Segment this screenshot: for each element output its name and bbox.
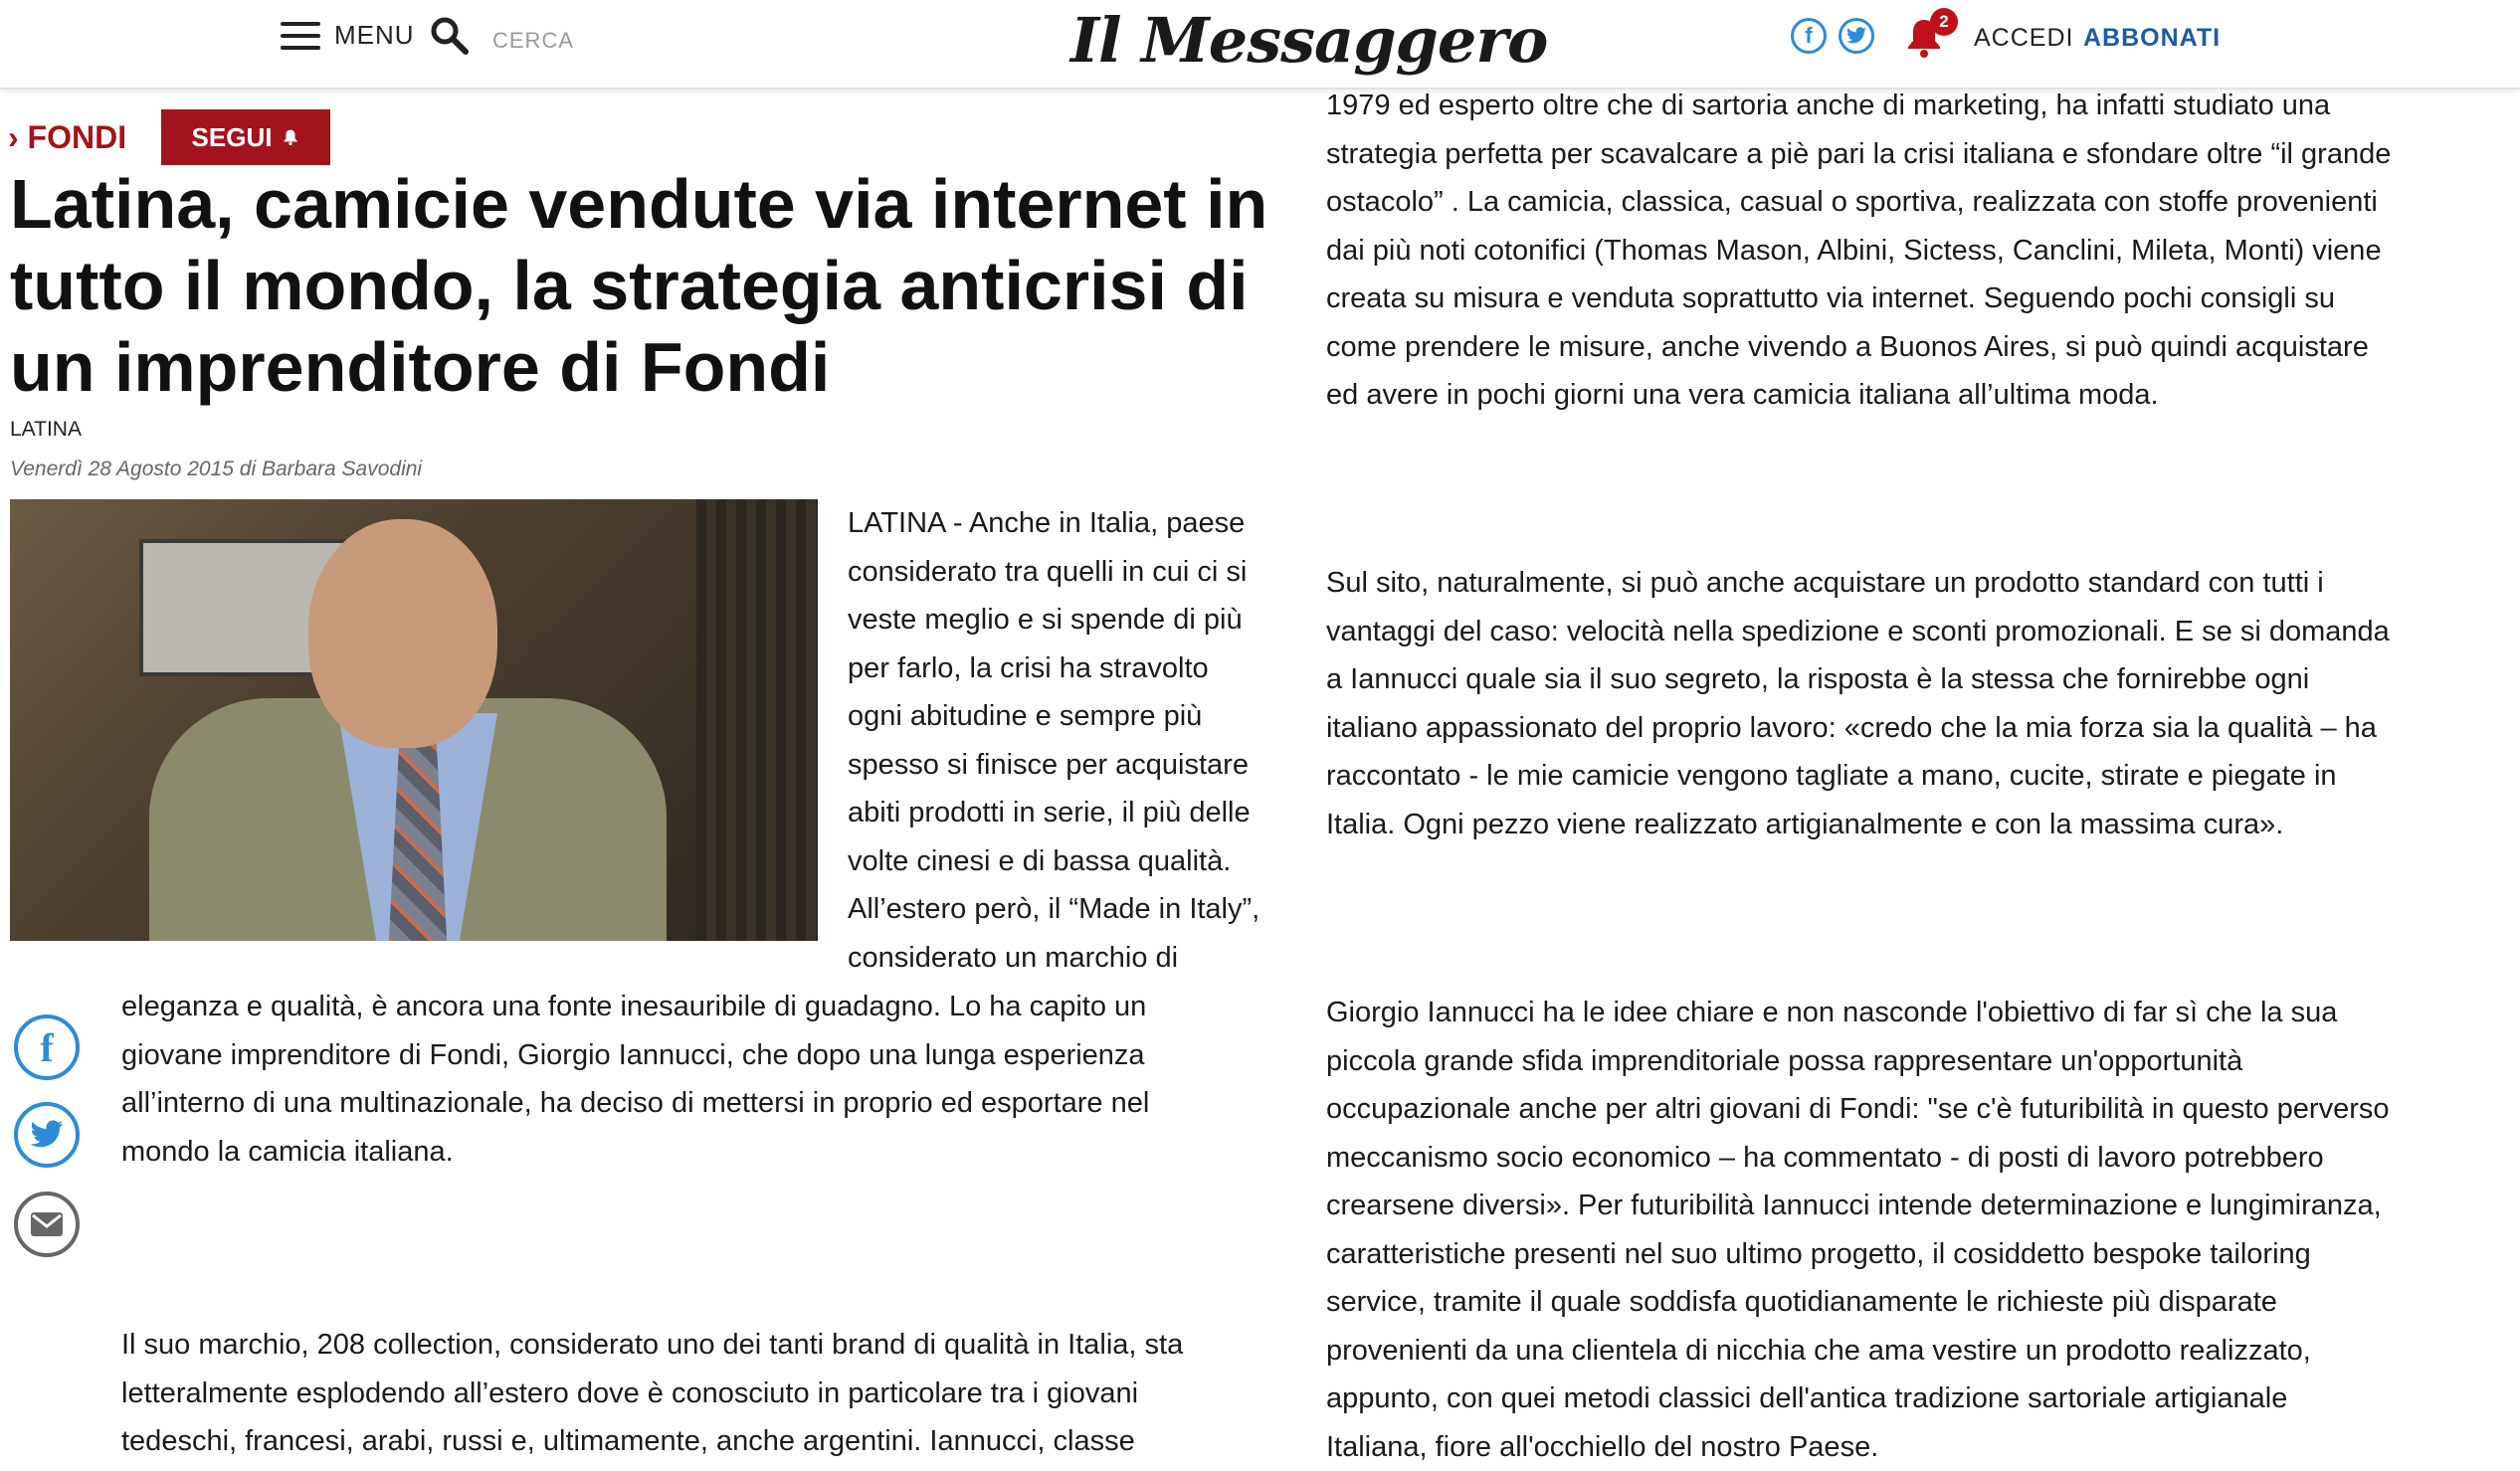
text-line: All’estero però, il “Made in Italy”, (848, 885, 1325, 934)
facebook-icon[interactable]: f (1791, 18, 1827, 54)
header-social (1791, 18, 1874, 54)
text-line: 1979 ed esperto oltre che di sartoria anche di marketing, ha infatti studiato una (1326, 82, 2510, 130)
article-lead-beside-photo (848, 499, 1325, 982)
facebook-share-icon[interactable]: f (14, 1014, 80, 1080)
text-line: ed avere in pochi giorni una vera camicia italiana all’ultima moda. (1326, 371, 2510, 420)
text-line: ogni abitudine e sempre più (848, 692, 1325, 741)
search-icon[interactable] (428, 14, 472, 58)
text-line: Italia. Ogni pezzo viene realizzato artigianalmente e con la massima cura». (1326, 801, 2510, 849)
bell-small-icon (282, 127, 299, 147)
article-date: Venerdì 28 Agosto 2015 (10, 458, 234, 480)
text-line: giovane imprenditore di Fondi, Giorgio Iannucci, che dopo una lunga esperienza (121, 1031, 1325, 1080)
text-line: LATINA - Anche in Italia, paese (848, 499, 1325, 548)
menu-icon (281, 22, 320, 50)
article-title: Latina, camicie vendute via internet in tutto il mondo, la strategia anticrisi di un imprenditore di Fondi (10, 163, 1323, 408)
article-dateline (10, 458, 422, 481)
site-header (0, 0, 2520, 90)
text-line: caratteristiche presenti nel suo ultimo progetto, il cosiddetto bespoke tailoring (1326, 1230, 2510, 1279)
text-line: letteralmente esplodendo all’estero dove è conosciuto in particolare tra i giovani (121, 1370, 1325, 1418)
follow-button[interactable] (161, 109, 330, 165)
text-line: Italiana, fiore all'occhiello del nostro Paese. (1326, 1423, 2510, 1471)
twitter-icon[interactable] (1839, 18, 1874, 54)
login-link[interactable]: ACCEDI (1974, 24, 2073, 53)
text-line: per farlo, la crisi ha stravolto (848, 644, 1325, 693)
text-line: Sul sito, naturalmente, si può anche acquistare un prodotto standard con tutti i (1326, 559, 2510, 608)
text-line: all’interno di una multinazionale, ha deciso di mettersi in proprio ed esportare nel (121, 1079, 1325, 1128)
text-line: considerato tra quelli in cui ci si (848, 548, 1325, 597)
text-line: crearsene diversi». Per futuribilità Iannucci intende determinazione e lungimiranza, (1326, 1182, 2510, 1230)
article-photo[interactable] (10, 499, 818, 941)
text-line: meccanismo socio economico – ha commentato - di posti di lavoro potrebbero (1326, 1134, 2510, 1183)
menu-label: MENU (334, 20, 415, 51)
text-line: service, tramite il quale soddisfa quotidianamente le richieste più disparate (1326, 1278, 2510, 1327)
text-line: veste meglio e si spende di più (848, 596, 1325, 644)
email-share-icon[interactable] (14, 1192, 80, 1257)
text-line: provenienti da una clientela di nicchia che ama vestire un prodotto realizzato, (1326, 1327, 2510, 1376)
text-line: raccontato - le mie camicie vengono tagliate a mano, cucite, stirate e piegate in (1326, 752, 2510, 801)
text-line: tedeschi, francesi, arabi, russi e, ultimamente, anche argentini. Iannucci, classe (121, 1417, 1325, 1466)
text-line: occupazionale anche per altri giovani di Fondi: "se c'è futuribilità in questo perverso (1326, 1085, 2510, 1134)
menu-button[interactable] (281, 20, 415, 51)
article-paragraph-right-1 (1326, 82, 2510, 420)
article-paragraph-right-2 (1326, 559, 2510, 848)
twitter-share-icon[interactable] (14, 1102, 80, 1168)
text-line: strategia perfetta per scavalcare a piè pari la crisi italiana e sfondare oltre “il grande (1326, 130, 2510, 179)
text-line: appunto, con quei metodi classici dell'antica tradizione sartoriale artigianale (1326, 1375, 2510, 1423)
text-line: Il suo marchio, 208 collection, considerato uno dei tanti brand di qualità in Italia, sta (121, 1321, 1325, 1370)
article-paragraph-2 (121, 1321, 1325, 1466)
text-line: Giorgio Iannucci ha le idee chiare e non nasconde l'obiettivo di far sì che la sua (1326, 989, 2510, 1037)
article-lead-continued (121, 983, 1325, 1176)
site-logo[interactable]: Il Messaggero (1070, 4, 1547, 77)
article-paragraph-right-3 (1326, 989, 2510, 1471)
text-line: italiano appassionato del proprio lavoro: «credo che la mia forza sia la qualità – ha (1326, 704, 2510, 753)
subscribe-link[interactable]: ABBONATI (2083, 24, 2221, 53)
text-line: eleganza e qualità, è ancora una fonte inesauribile di guadagno. Lo ha capito un (121, 983, 1325, 1031)
text-line: abiti prodotti in serie, il più delle (848, 789, 1325, 837)
text-line: creata su misura e venduta soprattutto via internet. Seguendo pochi consigli su (1326, 275, 2510, 323)
text-line: piccola grande sfida imprenditoriale possa rappresentare un'opportunità (1326, 1037, 2510, 1086)
text-line: considerato un marchio di (848, 934, 1325, 983)
text-line: a Iannucci quale sia il suo segreto, la risposta è la stessa che fornirebbe ogni (1326, 655, 2510, 704)
notification-badge: 2 (1930, 8, 1958, 36)
section-link[interactable]: › FONDI (8, 119, 126, 156)
text-line: mondo la camicia italiana. (121, 1128, 1325, 1177)
text-line: spesso si finisce per acquistare (848, 741, 1325, 790)
text-line: come prendere le misure, anche vivendo a Buonos Aires, si può quindi acquistare (1326, 323, 2510, 372)
article-author: di Barbara Savodini (240, 458, 422, 480)
text-line: ostacolo” . La camicia, classica, casual o sportiva, realizzata con stoffe provenienti (1326, 178, 2510, 227)
article-location[interactable]: LATINA (10, 418, 82, 442)
text-line: volte cinesi e di bassa qualità. (848, 837, 1325, 886)
text-line: dai più noti cotonifici (Thomas Mason, Albini, Sictess, Canclini, Mileta, Monti) viene (1326, 227, 2510, 276)
follow-label: SEGUI (192, 122, 273, 153)
text-line: vantaggi del caso: velocità nella spedizione e sconti promozionali. E se si domanda (1326, 608, 2510, 656)
search-input[interactable]: CERCA (492, 28, 574, 54)
